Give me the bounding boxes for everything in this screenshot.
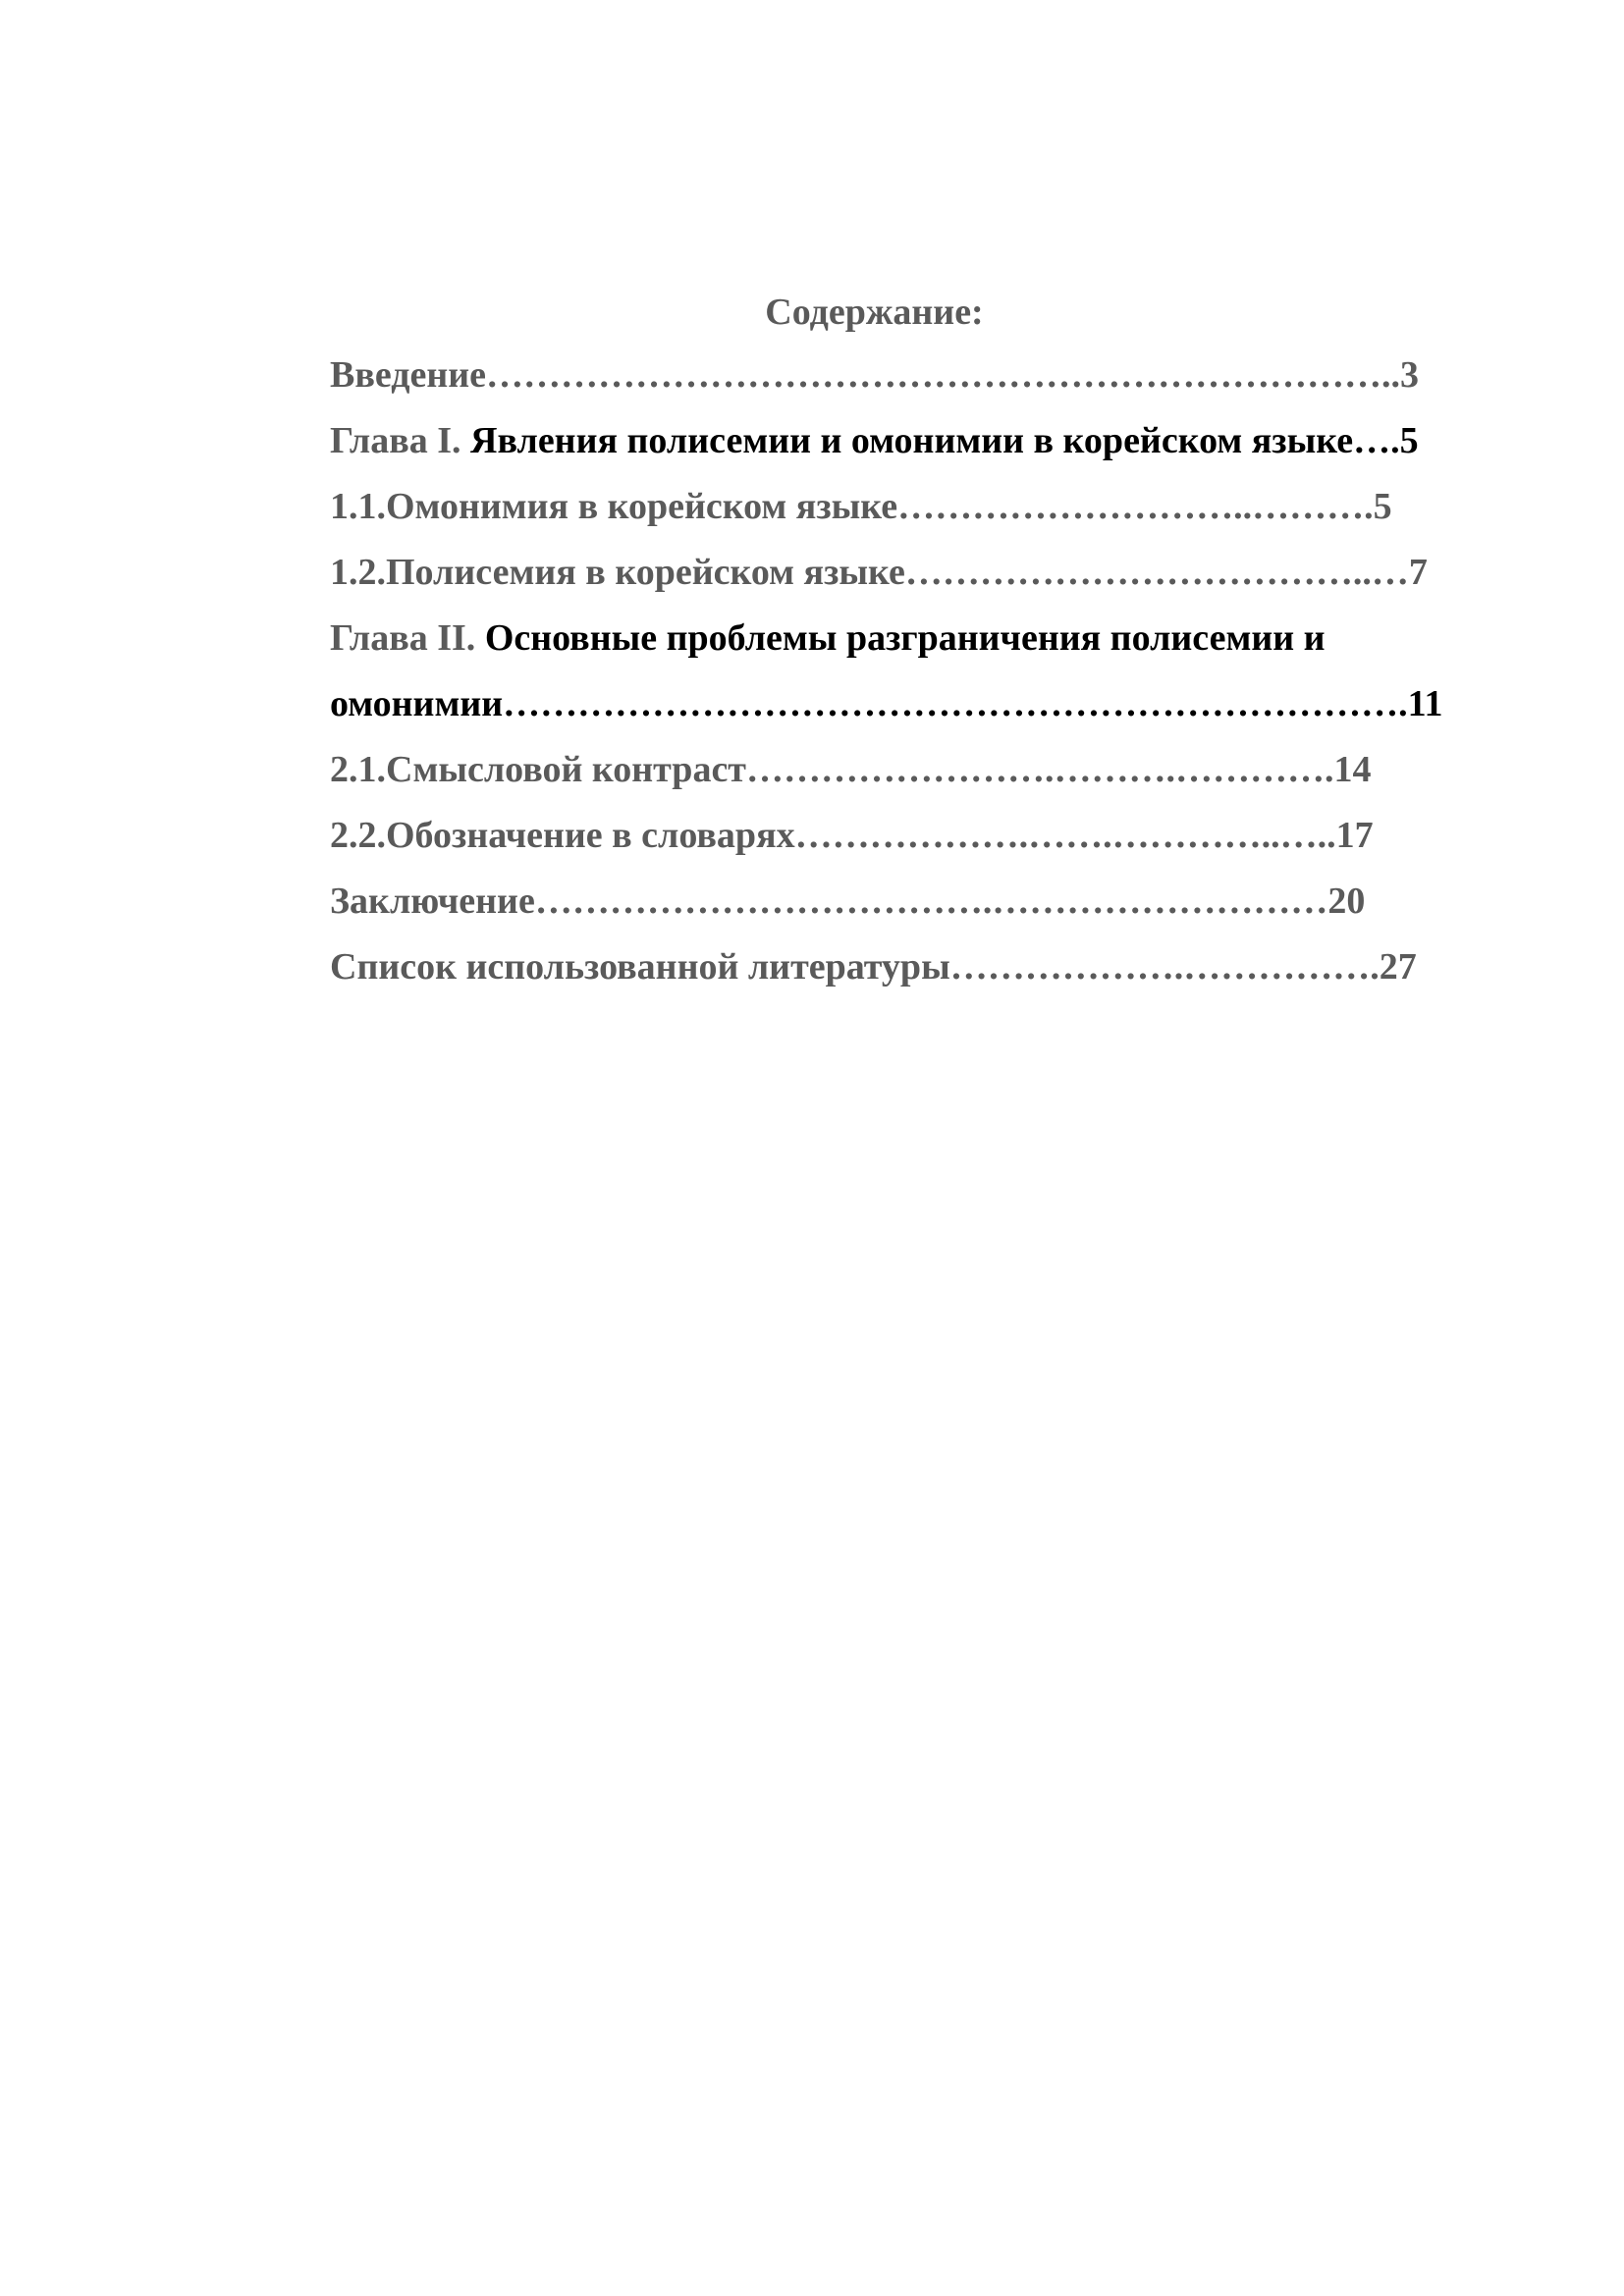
toc-entry-page: 14 [1333, 749, 1372, 790]
toc-entry-page: 5 [1399, 420, 1419, 461]
toc-entry-section-2-1 [330, 748, 1371, 791]
toc-entry-leader: ……………….……………. [949, 946, 1380, 988]
toc-entry-section-1-1 [330, 485, 1392, 528]
toc-entry-page: 3 [1399, 354, 1419, 396]
toc-entry-references [330, 945, 1417, 988]
toc-entry-label: Список использованной литературы [330, 946, 950, 988]
toc-entry-label: Введение [330, 354, 486, 396]
toc-entry-page: 27 [1379, 946, 1417, 988]
toc-entry-leader: ……………………………….……………………… [534, 881, 1328, 922]
toc-title: Содержание: [765, 292, 984, 333]
toc-entry-prefix: Глава II. [330, 617, 485, 659]
toc-entry-page: 7 [1408, 552, 1428, 593]
toc-entry-chapter-2-continued [330, 682, 1443, 725]
toc-entry-label: 1.2.Полисемия в корейском языке [330, 552, 905, 593]
toc-entry-leader: ……………….…….…………..….. [794, 815, 1336, 856]
toc-entry-page: 11 [1407, 683, 1443, 724]
toc-entry-leader: ………………………………………………………………. [503, 683, 1408, 724]
toc-entry-label: Заключение [330, 881, 535, 922]
toc-entry-label: Явления полисемии и омонимии в корейском языке [470, 420, 1354, 461]
toc-entry-leader: …………………….……….…………. [745, 749, 1334, 790]
toc-entry-introduction [330, 353, 1419, 397]
toc-entry-label: 2.2.Обозначение в словарях [330, 815, 795, 856]
toc-entry-label: 1.1.Омонимия в корейском языке [330, 486, 898, 527]
toc-entry-label: Основные проблемы разграничения полисемии и [484, 617, 1326, 659]
toc-entry-page: 20 [1327, 881, 1366, 922]
toc-entry-section-2-2 [330, 814, 1374, 857]
toc-entry-leader: ………………………………..… [904, 552, 1409, 593]
toc-entry-page: 17 [1335, 815, 1374, 856]
toc-entry-conclusion [330, 880, 1365, 923]
toc-entry-label: омонимии [330, 683, 504, 724]
toc-entry-chapter-1 [330, 419, 1419, 462]
toc-entry-chapter-2 [330, 616, 1326, 660]
toc-entry-leader: ………………………..………. [897, 486, 1374, 527]
toc-entry-section-1-2 [330, 551, 1428, 594]
toc-entry-prefix: Глава I. [330, 420, 471, 461]
toc-entry-label: 2.1.Смысловой контраст [330, 749, 746, 790]
toc-entry-page: 5 [1373, 486, 1392, 527]
toc-entry-leader: ……………………………………………………………….. [485, 354, 1400, 396]
toc-entry-leader: …. [1353, 420, 1400, 461]
